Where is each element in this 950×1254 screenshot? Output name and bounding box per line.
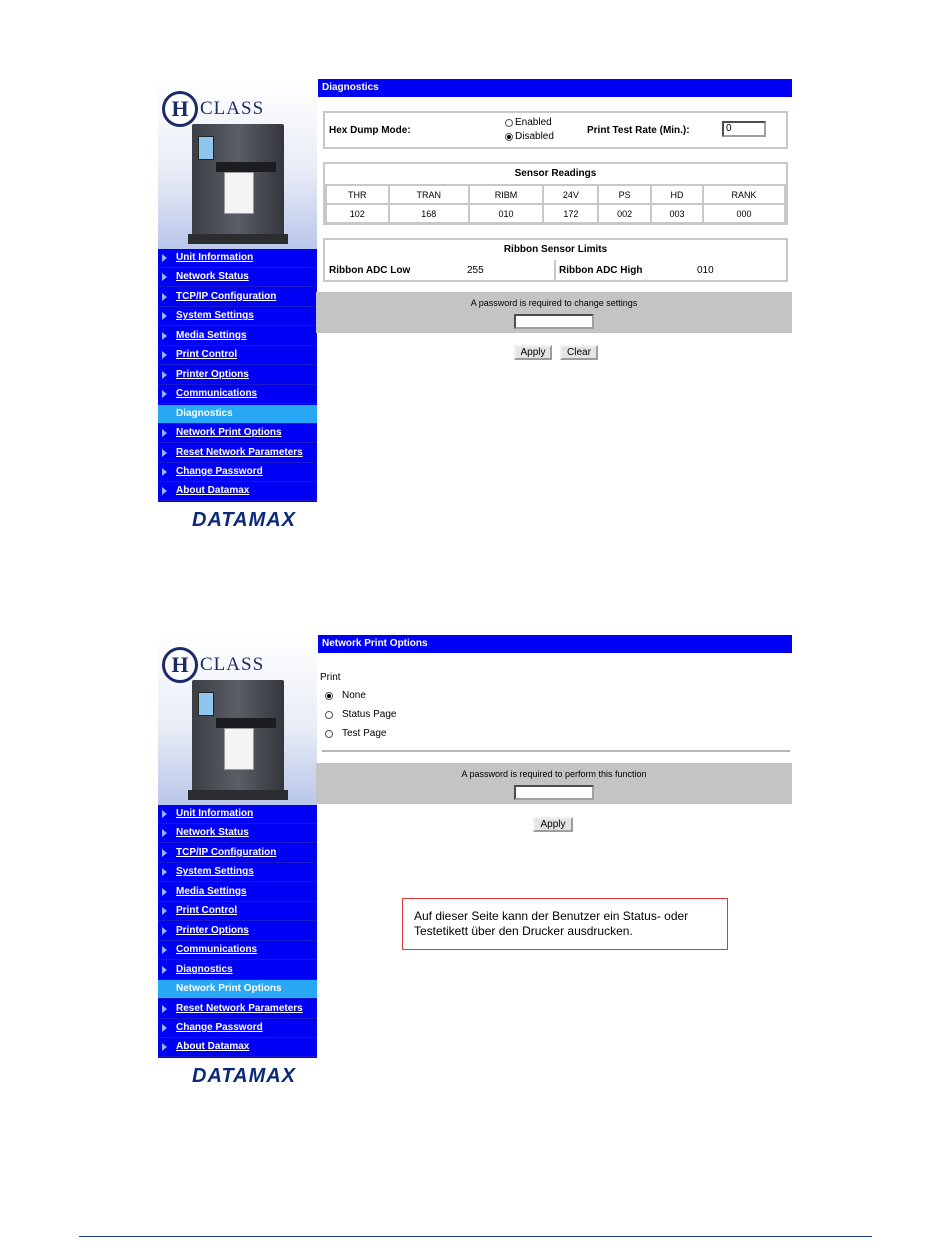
sidebar-item-unit-information[interactable] [158, 249, 317, 268]
sidebar-item-label: Media Settings [176, 329, 247, 341]
header-cell: PS [599, 186, 649, 203]
value-cell: 003 [652, 205, 702, 222]
value-cell: 010 [470, 205, 542, 222]
sidebar-item-label: TCP/IP Configuration [176, 290, 277, 302]
sidebar-item-label: About Datamax [176, 485, 250, 497]
hclass-brand [162, 647, 264, 683]
sidebar-item-diagnostics[interactable] [158, 405, 317, 424]
sidebar-item-network-print-options[interactable] [158, 424, 317, 443]
sidebar-item-print-control[interactable] [158, 346, 317, 365]
sidebar-item-label: Print Control [176, 905, 238, 917]
h-mark-icon: H [162, 647, 198, 683]
hex-dump-disabled-label: Disabled [515, 131, 554, 142]
sensor-readings-box [323, 162, 788, 225]
password-bar [316, 763, 792, 804]
arrow-right-icon [162, 410, 167, 418]
callout-note [402, 898, 728, 950]
print-label: Print [320, 672, 341, 683]
sensor-readings-table [325, 184, 786, 224]
arrow-right-icon [162, 810, 167, 818]
password-input[interactable] [514, 314, 594, 329]
sidebar-item-label: Printer Options [176, 368, 249, 380]
arrow-right-icon [162, 390, 167, 398]
sidebar-item-change-password[interactable] [158, 463, 317, 482]
arrow-right-icon [162, 907, 167, 915]
arrow-right-icon [162, 487, 167, 495]
value-cell: 000 [704, 205, 784, 222]
password-bar [316, 292, 792, 333]
arrow-right-icon [162, 985, 167, 993]
arrow-right-icon [162, 449, 167, 457]
sidebar-item-label: Unit Information [176, 252, 254, 263]
hex-dump-box [323, 111, 788, 149]
arrow-right-icon [162, 468, 167, 476]
arrow-right-icon [162, 273, 167, 281]
hclass-brand [162, 91, 264, 127]
sidebar-item-about-datamax[interactable] [158, 482, 317, 501]
sidebar-item-network-print-options[interactable] [158, 980, 317, 999]
password-message: A password is required to perform this function [461, 769, 647, 779]
sidebar-item-label: System Settings [176, 866, 254, 878]
sidebar-item-communications[interactable] [158, 941, 317, 960]
hex-dump-enabled-label: Enabled [515, 117, 552, 128]
sidebar-item-label: Change Password [176, 465, 263, 477]
printer-image [188, 680, 288, 800]
arrow-right-icon [162, 849, 167, 857]
arrow-right-icon [162, 429, 167, 437]
sidebar-item-print-control[interactable] [158, 902, 317, 921]
arrow-right-icon [162, 1024, 167, 1032]
header-cell: HD [652, 186, 702, 203]
arrow-right-icon [162, 868, 167, 876]
arrow-right-icon [162, 312, 167, 320]
page-title-bar [318, 79, 792, 97]
ribbon-limits-box [323, 238, 788, 282]
sidebar-item-label: Network Status [176, 827, 249, 839]
sidebar-item-printer-options[interactable] [158, 922, 317, 941]
clear-button[interactable]: Clear [560, 345, 598, 360]
sidebar-item-label: Reset Network Parameters [176, 446, 303, 458]
password-message: A password is required to change settings [470, 298, 638, 308]
ribbon-high-label: Ribbon ADC High [559, 265, 643, 276]
sidebar-item-unit-information[interactable] [158, 805, 317, 824]
header-cell: 24V [544, 186, 597, 203]
sidebar-nav [158, 805, 317, 1058]
page-title-bar [318, 635, 792, 653]
arrow-right-icon [162, 927, 167, 935]
network-print-options-screen [158, 635, 792, 1090]
sidebar-item-reset-network-parameters[interactable] [158, 1000, 317, 1019]
printer-image [188, 124, 288, 244]
class-text: CLASS [200, 98, 265, 119]
sidebar-item-communications[interactable] [158, 385, 317, 404]
h-mark-icon: H [162, 91, 198, 127]
print-test-page-radio[interactable] [325, 730, 333, 738]
value-cell: 102 [327, 205, 388, 222]
page-title: Network Print Options [322, 638, 428, 649]
header-cell: TRAN [390, 186, 468, 203]
sidebar-item-label: Reset Network Parameters [176, 1002, 303, 1014]
arrow-right-icon [162, 829, 167, 837]
apply-button[interactable]: Apply [514, 345, 552, 360]
sensor-readings-title: Sensor Readings [514, 168, 597, 179]
sidebar-item-network-status[interactable] [158, 824, 317, 843]
print-none-label: None [342, 690, 366, 701]
sidebar-item-system-settings[interactable] [158, 307, 317, 326]
arrow-right-icon [162, 371, 167, 379]
sidebar-item-media-settings[interactable] [158, 883, 317, 902]
arrow-right-icon [162, 293, 167, 301]
sidebar-item-label: Change Password [176, 1021, 263, 1033]
ribbon-low-value: 255 [467, 265, 484, 276]
footer-divider [79, 1236, 872, 1237]
sidebar-item-printer-options[interactable] [158, 366, 317, 385]
sidebar-item-label: Communications [176, 944, 258, 956]
print-status-page-radio[interactable] [325, 711, 333, 719]
apply-button[interactable]: Apply [533, 817, 573, 832]
sidebar-item-label: Diagnostics [176, 407, 233, 419]
value-cell: 002 [599, 205, 649, 222]
datamax-logo: DATAMAX [192, 1065, 297, 1087]
sidebar-item-tcp-ip-configuration[interactable] [158, 288, 317, 307]
sidebar-item-label: Network Status [176, 271, 249, 283]
class-text: CLASS [200, 654, 265, 675]
sidebar-item-tcp-ip-configuration[interactable] [158, 844, 317, 863]
callout-note-text: Auf dieser Seite kann der Benutzer ein Status- oder Testetikett über den Drucker ausdrucken. [414, 909, 689, 938]
sidebar-item-label: System Settings [176, 310, 254, 322]
arrow-right-icon [162, 1043, 167, 1051]
hclass-header-image [158, 635, 317, 805]
password-input[interactable] [514, 785, 594, 800]
sidebar-item-label: About Datamax [176, 1041, 250, 1053]
print-test-rate-label: Print Test Rate (Min.): [587, 125, 690, 136]
hex-dump-enabled-radio[interactable] [505, 119, 513, 127]
sidebar-item-label: Printer Options [176, 924, 249, 936]
sidebar-item-reset-network-parameters[interactable] [158, 444, 317, 463]
table-row [327, 186, 784, 203]
print-test-page-label: Test Page [342, 728, 387, 739]
sidebar-item-diagnostics[interactable] [158, 961, 317, 980]
hclass-header-image [158, 79, 317, 249]
arrow-right-icon [162, 254, 167, 262]
arrow-right-icon [162, 332, 167, 340]
print-status-page-label: Status Page [342, 709, 397, 720]
sidebar-nav [158, 249, 317, 502]
print-test-rate-input[interactable]: 0 [722, 121, 766, 137]
arrow-right-icon [162, 888, 167, 896]
print-none-radio[interactable] [325, 692, 333, 700]
page-title: Diagnostics [322, 82, 379, 93]
datamax-logo: DATAMAX [192, 509, 297, 531]
sidebar-item-label: Print Control [176, 349, 238, 361]
header-cell: THR [327, 186, 388, 203]
sidebar-item-label: Communications [176, 388, 258, 400]
divider [322, 750, 790, 752]
arrow-right-icon [162, 966, 167, 974]
diagnostics-screen [158, 79, 792, 534]
ribbon-high-value: 010 [697, 265, 714, 276]
sidebar-item-label: Network Print Options [176, 427, 282, 439]
header-cell: RIBM [470, 186, 542, 203]
sidebar-item-media-settings[interactable] [158, 327, 317, 346]
sidebar-item-label: Network Print Options [176, 983, 282, 995]
sidebar-item-label: Unit Information [176, 808, 254, 819]
hex-dump-disabled-radio[interactable] [505, 133, 513, 141]
value-cell: 172 [544, 205, 597, 222]
sidebar-item-label: Media Settings [176, 885, 247, 897]
hex-dump-label: Hex Dump Mode: [329, 125, 411, 136]
sidebar-item-network-status[interactable] [158, 268, 317, 287]
arrow-right-icon [162, 1005, 167, 1013]
header-cell: RANK [704, 186, 784, 203]
value-cell: 168 [390, 205, 468, 222]
arrow-right-icon [162, 351, 167, 359]
table-row [327, 205, 784, 222]
sidebar-item-label: Diagnostics [176, 963, 233, 975]
sidebar-item-label: TCP/IP Configuration [176, 846, 277, 858]
sidebar-item-change-password[interactable] [158, 1019, 317, 1038]
ribbon-low-label: Ribbon ADC Low [329, 265, 411, 276]
sidebar-item-about-datamax[interactable] [158, 1038, 317, 1057]
sidebar-item-system-settings[interactable] [158, 863, 317, 882]
arrow-right-icon [162, 946, 167, 954]
ribbon-limits-title: Ribbon Sensor Limits [503, 244, 608, 255]
